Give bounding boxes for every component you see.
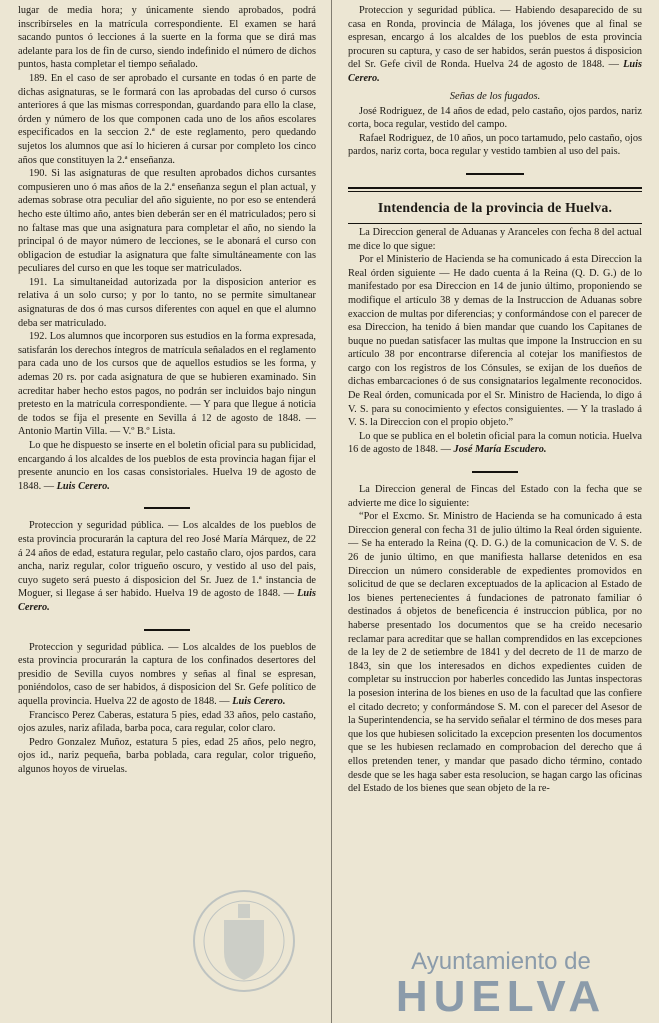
royal-order: Por el Ministerio de Hacienda se ha comunicado á esta Direccion la Real órden siguiente — He dado cuenta á la Reina (Q. D. G.) de lo manifestado por esa Direccion en 14 de junio último, proponiendo se modifique el artículo 38 y demas de la Instruccion de Aduanas sobre exaccion de multas por diferencias; y conformándose con el parecer de esa Direccion, ha tenido á bien mandar que cuando los Capitanes de buque no puedan satisfacer las multas que impone la Instruccion en su artículo 38 por encontrarse diferencia al cotejar los manifiestos de cargo con los registros de los Cónsules, se exijan de los dueños de dichas embarcaciones ó de sus consignatarios legalmente reconocidos. De Real órden, comunicada por el Sr. Ministro de Hacienda, lo digo á V. S. para su conocimiento y efectos consiguientes. — Y la traslado á V. S. la Direccion con el propio objeto.”: [348, 254, 642, 429]
publication-notice: [348, 430, 642, 457]
signature: Luis Cerero.: [348, 59, 642, 84]
column-divider: [331, 0, 332, 1023]
fugitive-description: José Rodriguez, de 14 años de edad, pelo castaño, ojos pardos, nariz corta, boca regular, vestido del campo.: [348, 105, 642, 131]
notice-text: Proteccion y seguridad pública. — Los alcaldes de los pueblos de esta provincia procurarán la captura de los confinados desertores del presidio de Sevilla cuyos nombres y señas al final se espresan, poniéndolos, caso de ser habidos, á disposicion del Sr. Gefe político de aquella provincia. Huelva 22 de agosto de 1848. —: [18, 641, 316, 707]
notice-text: Lo que he dispuesto se inserte en el boletin oficial para su publicidad, encargando á los alcaldes de los pueblos de esta provincia hagan fijar el presente anuncio en los casas consistoriales. Huelva 19 de agosto de 1848. —: [18, 440, 316, 492]
missing-youths-notice: [348, 4, 642, 86]
capture-notice: [18, 519, 316, 614]
paragraph: La Direccion general de Fincas del Estado con la fecha que se advierte me dice lo siguiente:: [348, 484, 642, 509]
separator-rule: [466, 173, 524, 175]
deserters-notice: [18, 641, 316, 709]
deserter-description: Pedro Gonzalez Muñoz, estatura 5 pies, edad 25 años, pelo negro, ojos id., nariz pequeña, barba poblada, cara regular, color trigueño, algunos hoyos de viruelas.: [18, 736, 316, 775]
watermark-line-2: HUELVA: [395, 972, 607, 1021]
article-189: 189. En el caso de ser aprobado el cursante en todas ó en parte de dichas asignaturas, se le formará con las aprobadas del curso ó cursos anteriores á que las mismas correspondan, guardando para ello la clase, órden y número de los que componen cada uno de los años escolares especificados en la seccion 2.ª de este reglamento, pero quedando sujetos los alumnos que así lo hicieren á cursar por completo los cinco años que constituyen la 2.ª enseñanza.: [18, 72, 316, 166]
separator-rule: [472, 471, 518, 473]
royal-order: “Por el Excmo. Sr. Ministro de Hacienda se ha comunicado á esta Direccion general con fecha 31 de julio último la Real órden siguiente. — Se ha enterado la Reina (Q. D. G.) de la comunicacion de V. S. de 26 de junio último, en que manifiesta hallarse detenidos en esa Direccion un número considerable de expedientes promovidos en solicitud de que se declaren exceptuados de la aplicacion al Estado de los bienes pertenecientes á fundaciones de patronato familiar ó destinados á objetos de beneficencia é instruccion pública, por no haberse presentado los documentos que se ha creido necesario reclamar para acreditar que se hallan comprendidos en las excepciones de la ley de 2 de setiembre de 1841 y del decreto de 11 de marzo de 1843, sin que los interesados en dichos expedientes cuiden de completar su instruccion por haberles concedido las Juntas inspectoras la posesion interina de los bienes en uso de la facultad que las confiere el citado decreto; y conformándose S. M. con el parecer del Asesor de la Superintendencia, se ha servido señalar el término de dos meses para que los que hubiesen solicitado la excepcion presenten los documentos que se les hubiesen reclamado en comprobacion del derecho que á ellos pretenden tener, y mandar que pasado dicho término, contado desde que se les haga saber esta resolucion, se hagan cargo las oficinas del Estado de los bienes que sean objeto de la re-: [348, 511, 642, 795]
signature: Luis Cerero.: [232, 695, 286, 707]
section-heading: Intendencia de la provincia de Huelva.: [377, 199, 613, 215]
paragraph: lugar de media hora; y únicamente siendo aprobados, podrá inscribírseles en la matrícula correspondiente. El examen se hará sacando puntos ó lecciones á la suerte en la forma que se dirá mas adelante para los de fin de curso, siendo indefinido el número de dichos puntos, hasta completar el tiempo señalado.: [18, 5, 316, 71]
publication-notice: [18, 439, 316, 493]
notice-text: Proteccion y seguridad pública. — Habiendo desaparecido de su casa en Ronda, provincia de Málaga, los jóvenes que al final se espresan, encargo á los alcaldes de los pueblos de esta provincia procuren su captura, y caso de ser habidos, serán puestos á disposicion del Sr. Gefe civil de Ronda. Huelva 24 de agosto de 1848. —: [348, 5, 642, 71]
heading-rule: [348, 223, 642, 224]
article-190: 190. Si las asignaturas de que resulten aprobados dichos cursantes compusieren uno ó mas años de la 2.ª enseñanza segun el plan actual, y ademas sobrase otra peculiar del año siguiente, no por eso se entenderá hecho este último año, antes bien deberán ser en él matriculados; pero si no faltase mas que una asignatura para completar el año, no siendo la principal ó de mayor número de lecciones, se le abonará el curso con obligacion de estudiar la asignatura que falte simultáneamente con las peculiares del curso en que les toque ser matriculados.: [18, 168, 316, 275]
signature: Luis Cerero.: [56, 480, 110, 492]
city-coat-of-arms-watermark: [188, 880, 300, 1002]
double-rule: [348, 187, 642, 192]
deserter-description: Francisco Perez Caberas, estatura 5 pies, edad 33 años, pelo castaño, ojos azules, nariz afilada, barba poca, cara regular, color claro.: [18, 709, 316, 735]
paragraph: La Direccion general de Aduanas y Aranceles con fecha 8 del actual me dice lo que sigue:: [348, 226, 642, 252]
right-column: [348, 4, 642, 1015]
signature: Luis Cerero.: [18, 588, 316, 613]
separator-rule: [144, 507, 190, 509]
left-column: [18, 4, 316, 1015]
article-191: 191. La simultaneidad autorizada por la disposicion anterior es relativa á un solo curso; y por lo tanto, no se permite simultanear asignaturas de dos ó mas cursos diferentes con aquel en que el alumno deba ser matriculado.: [18, 276, 316, 329]
fugitive-description: Rafael Rodriguez, de 10 años, un poco tartamudo, pelo castaño, ojos pardos, nariz corta, boca regular y vestido tambien al uso del pais.: [348, 132, 642, 158]
signature: José María Escudero.: [453, 444, 547, 456]
article-192: 192. Los alumnos que incorporen sus estudios en la forma expresada, satisfarán los derechos íntegros de matrícula señalados en el reglamento para cada uno de los cursos que de aquellos estudios se les forma, y ademas 20 rs. por cada asignatura de que se hubieren examinado. Sin acreditar haber hecho estos pagos, no podrán ser incluidos bajo ningun pretesto en la matrícula correspondiente. — Y para que llegue á noticia de todos se fija el presente en Sevilla á 12 de agosto de 1848. — Antonio Martin Villa. — V.º B.º Lista.: [18, 331, 316, 438]
separator-rule: [144, 629, 190, 631]
section-subheading: Señas de los fugados.: [449, 90, 541, 102]
watermark-line-1: Ayuntamiento de: [411, 948, 591, 975]
notice-text: Lo que se publica en el boletin oficial para la comun noticia. Huelva 16 de agosto de 1848. —: [348, 430, 642, 456]
notice-text: Proteccion y seguridad pública. — Los alcaldes de los pueblos de esta provincia procurarán la captura del reo José María Márquez, de 22 á 24 años de edad, estatura regular, pelo castaño claro, ojos pardos, cara ancha, nariz regular, color trigueño oscuro, y vestido al uso del pais, cuyo sugeto será puesto á disposicion del Sr. Juez de 1.ª instancia de Moguer, si llegase á ser habido. Huelva 19 de agosto de 1848. —: [18, 520, 316, 600]
